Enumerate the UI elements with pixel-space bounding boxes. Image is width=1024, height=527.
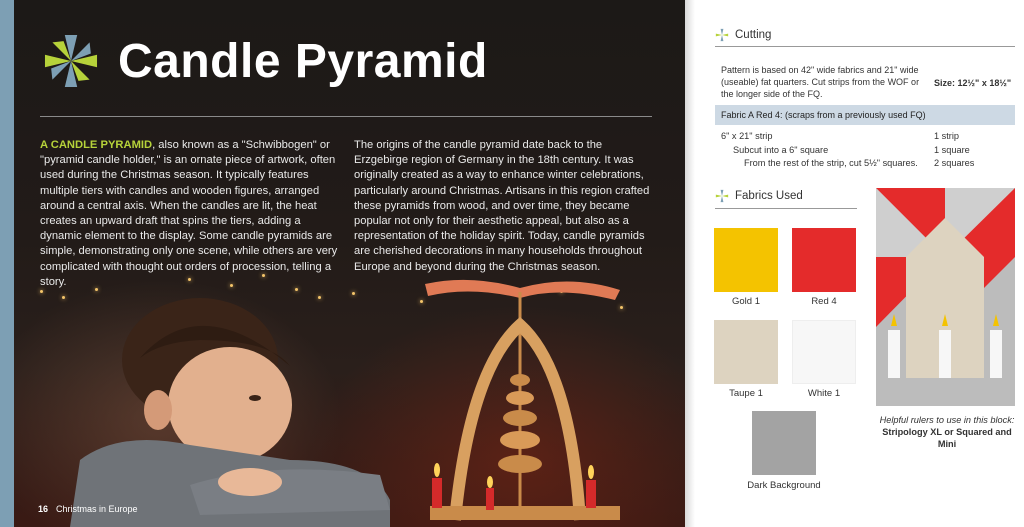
small-star-icon [715,189,729,203]
footer-title: Christmas in Europe [56,504,138,514]
text-column-1 [40,138,338,290]
cut-row-2: Subcut into a 6" square [733,145,829,155]
fabric-a-label: Fabric A Red 4: (scraps from a previously used FQ) [721,110,926,120]
title-row [40,30,488,92]
size-label: Size: [934,78,956,88]
cut-qty-1: 1 strip [934,131,960,141]
block-size [934,78,1011,88]
cutting-heading-label: Cutting [735,29,772,41]
quilt-block-illustration [876,188,1015,406]
cutting-heading [715,28,771,42]
swatch-label: Taupe 1 [729,388,763,399]
swatch-label: White 1 [807,388,841,399]
swatch-gold-1 [714,228,778,292]
fabric-a-bar [715,105,1015,125]
swatch-label: Gold 1 [732,296,760,307]
cutting-divider [715,46,1015,47]
small-star-icon [715,28,729,42]
title-divider [40,116,652,117]
swatch-label: Red 4 [811,296,837,307]
rulers-caption: Helpful rulers to use in this block: [879,415,1015,425]
size-value: 12½" x 18½" [957,78,1012,88]
right-page [685,0,1024,527]
swatch-red-4 [792,228,856,292]
page-gutter [685,0,695,527]
candle-pyramid-photo [410,270,650,527]
fabrics-heading [715,189,803,203]
fabrics-divider [715,208,857,209]
boy-photo [40,270,400,527]
swatch-label: Dark Background [747,480,821,491]
page-footer [38,504,138,514]
lead-text: A CANDLE PYRAMID [40,139,153,151]
cutting-note: Pattern is based on 42" wide fabrics and 21" wide (useable) fat quarters. Cut strips from the WOF or the longer side of the FQ. [721,65,920,99]
page-title: Candle Pyramid [118,34,488,88]
cut-qty-3: 2 squares [934,158,975,168]
column-1-body: , also known as a "Schwibbogen" or "pyramid candle holder," is an ornate piece of artwork, often used during the Christmas season. It typically features multiple tiers with candles and wooden figures, arranged around a central axis. When the candles are lit, the heat creates an upward draft that spins the tiers, adding a dynamic element to the display. Some candle pyramids are simple, demonstrating only one scene, while others are very complicated with thought out orders of procession, telling a story. [40,139,338,288]
text-column-2: The origins of the candle pyramid date back to the Erzgebirge region of Germany in the 18th century. It was originally created as a way to enhance winter celebrations, particularly around Christmas. Artisans in this region crafted these pyramids from wood, and over time, they became popular not only for their aesthetic appeal, but also as a representation of the holiday spirit. Today, candle pyramids are cherished decorations in many households throughout Europe and beyond during the Christmas season. [354,139,650,273]
swatch-taupe-1 [714,320,778,384]
swatch-white-1 [792,320,856,384]
cut-row-1: 6" x 21" strip [721,131,773,141]
page-number: 16 [38,504,49,514]
page-edge-stripe [0,0,14,527]
quilt-star-icon [40,30,102,92]
fabrics-heading-label: Fabrics Used [735,190,803,202]
rulers-names: Stripology XL or Squared and Mini [882,427,1012,449]
cut-row-3: From the rest of the strip, cut 5½" squares. [744,158,918,168]
swatch-dark-background [752,411,816,475]
helpful-rulers-note [873,414,1021,450]
cut-qty-2: 1 square [934,145,970,155]
